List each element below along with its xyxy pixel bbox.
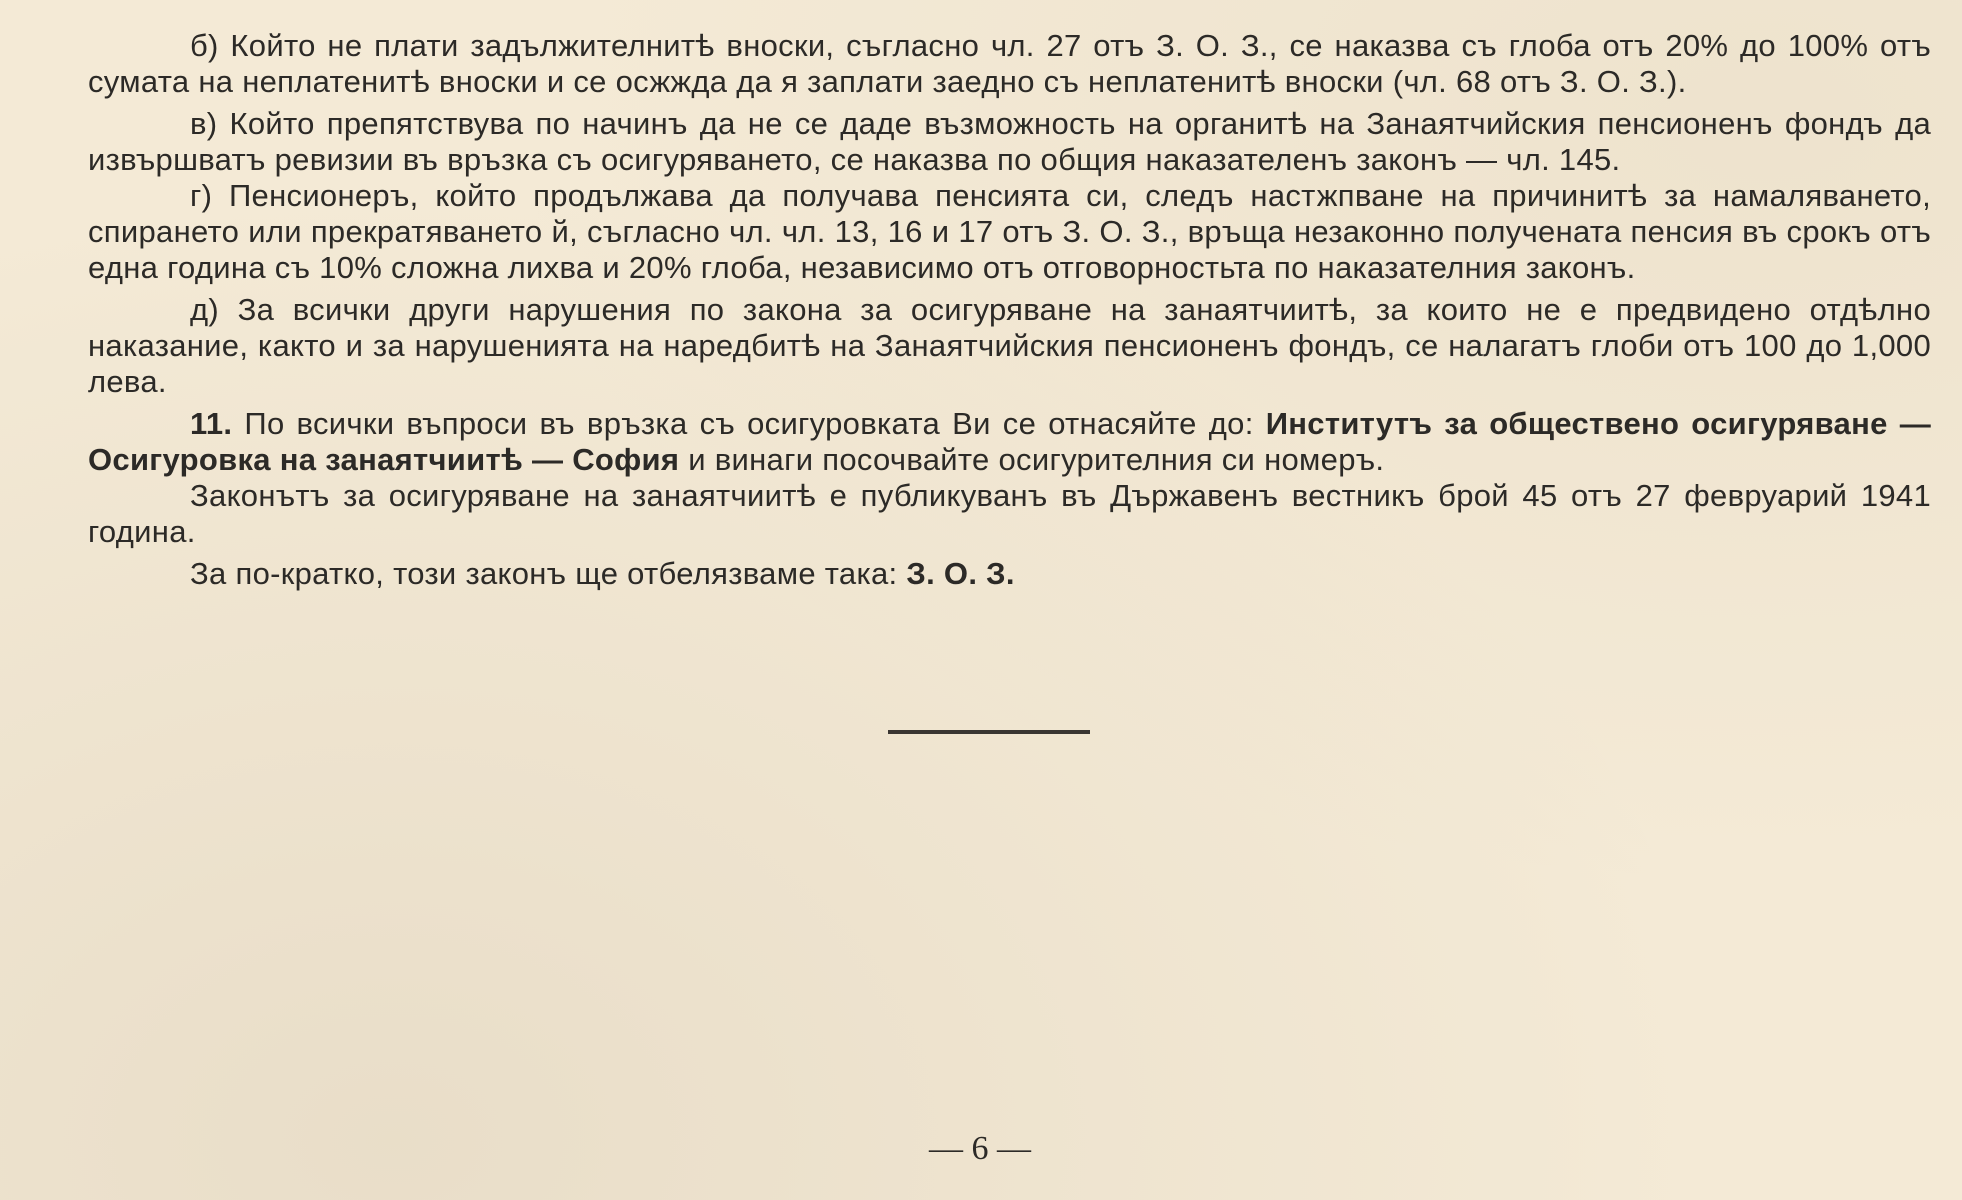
section-divider: [888, 730, 1090, 734]
paragraph-g: г) Пенсионеръ, който продължава да получава пенсията си, следъ настжпване на причинитѣ за намаляването, спирането или прекратяването й, съгласно чл. чл. 13, 16 и 17 отъ З. О. З., връща незаконно получената пенсия въ срокъ отъ една година съ 10% сложна лихва и 20% глоба, независимо отъ отговорностьта по наказателния законъ.: [88, 178, 1931, 285]
paragraph-11-text-before: По всички въпроси въ връзка съ осигуровката Ви се отнасяйте до:: [232, 406, 1266, 441]
page-number: — 6 —: [929, 1130, 1031, 1167]
paragraph-11-text-after: и винаги посочвайте осигурителния си номеръ.: [679, 442, 1385, 477]
abbreviation-text: За по-кратко, този законъ ще отбелязваме така:: [190, 556, 907, 591]
abbreviation-zoz: З. О. З.: [906, 556, 1015, 591]
paragraph-d: д) За всички други нарушения по закона за осигуряване на занаятчиитѣ, за които не е предвидено отдѣлно наказание, както и за нарушенията на наредбитѣ на Занаятчийския пенсионенъ фондъ, се налагатъ глоби отъ 100 до 1,000 лева.: [88, 292, 1931, 399]
paragraph-abbreviation: [88, 556, 1931, 592]
paragraph-law-publication: Законътъ за осигуряване на занаятчиитѣ е публикуванъ въ Държавенъ вестникъ брой 45 отъ 27 февруарий 1941 година.: [88, 478, 1931, 549]
paragraph-v: в) Който препятствува по начинъ да не се даде възможность на органитѣ на Занаятчийския пенсионенъ фондъ да извършватъ ревизии въ връзка съ осигуряването, се наказва по общия наказателенъ законъ — чл. 145.: [88, 106, 1931, 177]
paragraph-11-number: 11.: [190, 406, 233, 441]
document-body: [88, 28, 1931, 592]
paragraph-11: [88, 406, 1931, 478]
paragraph-b: б) Който не плати задължителнитѣ вноски, съгласно чл. 27 отъ З. О. З., се наказва съ глоба отъ 20% до 100% отъ сумата на неплатенитѣ вноски и се осжжда да я заплати заедно съ неплатенитѣ вноски (чл. 68 отъ З. О. З.).: [88, 28, 1931, 99]
institute-address: Институтъ за обществено осигуряване — Осигуровка на занаятчиитѣ — София: [88, 406, 1932, 477]
